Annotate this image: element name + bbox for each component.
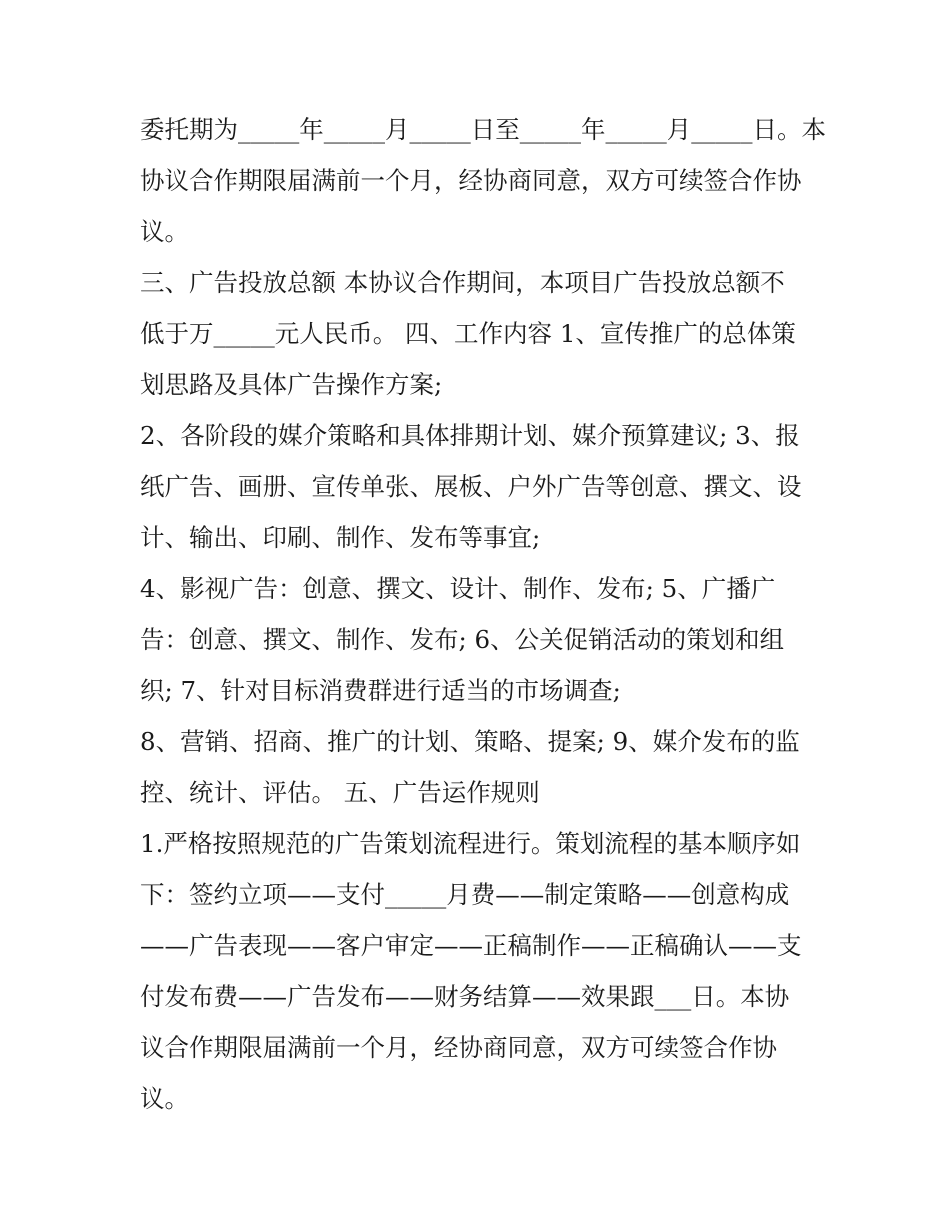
text-line: ——广告表现——客户审定——正稿制作——正稿确认——支 (140, 931, 802, 960)
text-line: 议。 (140, 217, 189, 246)
text-line: 划思路及具体广告操作方案; (140, 370, 443, 399)
text-line: 8、营销、招商、推广的计划、策略、提案; 9、媒介发布的监 (140, 727, 800, 756)
text-line: 下：签约立项——支付_____月费——制定策略——创意构成 (140, 880, 790, 909)
text-line: 1.严格按照规范的广告策划流程进行。策划流程的基本顺序如 (140, 829, 801, 858)
text-line: 议合作期限届满前一个月，经协商同意，双方可续签合作协 (140, 1033, 777, 1062)
text-line: 议。 (140, 1084, 189, 1113)
text-line: 协议合作期限届满前一个月，经协商同意，双方可续签合作协 (140, 166, 802, 195)
text-line: 告：创意、撰文、制作、发布; 6、公关促销活动的策划和组 (140, 625, 785, 654)
text-line: 委托期为_____年_____月_____日至_____年_____月_____日。本 (140, 115, 826, 144)
text-line: 纸广告、画册、宣传单张、展板、户外广告等创意、撰文、设 (140, 472, 802, 501)
text-line: 4、影视广告：创意、撰文、设计、制作、发布; 5、广播广 (140, 574, 776, 603)
document-body (140, 104, 826, 1124)
text-line: 控、统计、评估。 五、广告运作规则 (140, 778, 540, 807)
text-line: 2、各阶段的媒介策略和具体排期计划、媒介预算建议; 3、报 (140, 421, 800, 450)
text-line: 三、广告投放总额 本协议合作期间，本项目广告投放总额不 (140, 268, 785, 297)
text-line: 低于万_____元人民币。 四、工作内容 1、宣传推广的总体策 (140, 319, 796, 348)
text-line: 付发布费——广告发布——财务结算——效果跟___日。本协 (140, 982, 790, 1011)
text-line: 织; 7、针对目标消费群进行适当的市场调查; (140, 676, 621, 705)
text-line: 计、输出、印刷、制作、发布等事宜; (140, 523, 541, 552)
